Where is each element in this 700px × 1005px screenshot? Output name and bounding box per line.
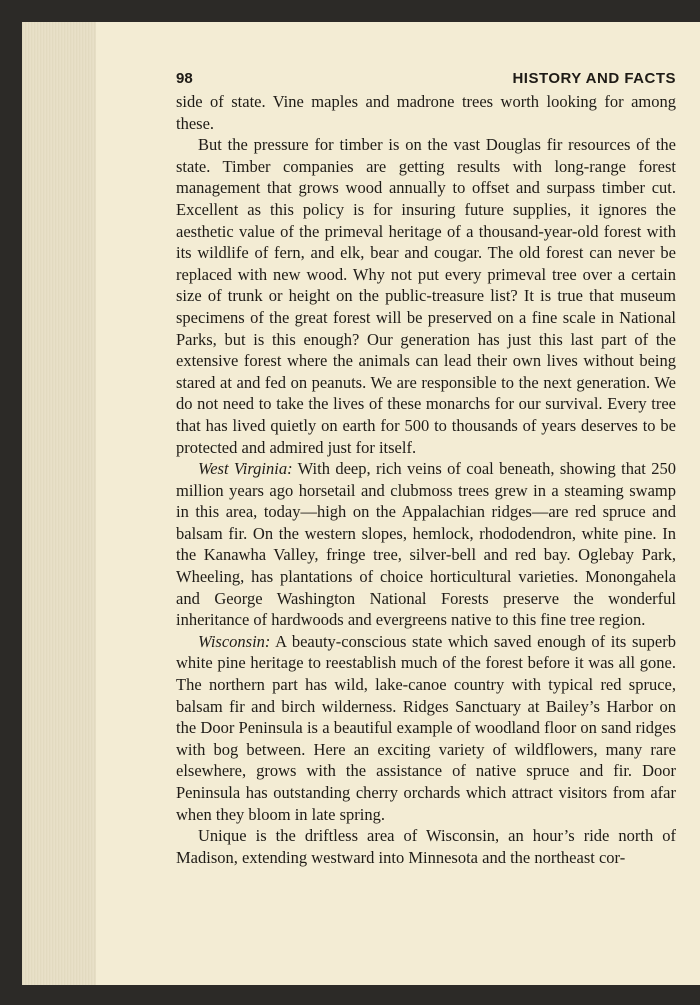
paragraph <box>176 825 676 868</box>
paragraph <box>176 91 676 134</box>
paragraph-lead: Wisconsin: <box>198 631 271 651</box>
paragraph-text: A beauty-conscious state which saved enough of its superb white pine heritage to reestablish much of the forest before it was all gone. The northern part has wild, lake-canoe country with typical red spruce, balsam fir and birch wilderness. Ridges Sanctuary at Bailey’s Harbor on the Door Peninsula is a beautiful example of woodland floor on sand ridges with bog between. Here an exciting variety of wildflowers, many rare elsewhere, grows with the assistance of native spruce and fir. Door Peninsula has outstanding cherry orchards which attract visitors from afar when they bloom in late spring. <box>176 631 676 824</box>
paragraph-text: But the pressure for timber is on the vast Douglas fir resources of the state. Timber companies are getting results with long-range forest management that grows wood annually to offset and surpass timber cut. Excellent as this policy is for insuring future supplies, it ignores the aesthetic value of the primeval heritage of a thousand-year-old forest with its wildlife of fern, and elk, bear and cougar. The old forest can never be replaced with new wood. Why not put every primeval tree over a certain size of trunk or height on the public-treasure list? It is true that museum specimens of the great forest will be preserved on a fine scale in National Parks, but is this enough? Our generation has just this last part of the extensive forest where the animals can lead their own lives without being stared at and fed on peanuts. We are responsible to the next generation. We do not need to take the lives of these monarchs for our survival. Every tree that has lived quietly on earth for 500 to thousands of years deserves to be protected and admired just for itself. <box>176 135 676 457</box>
running-header <box>176 70 676 87</box>
paragraph-text: side of state. Vine maples and madrone trees worth looking for among these. <box>176 92 676 133</box>
page-edge-stack <box>22 22 97 985</box>
paragraph-lead: West Virginia: <box>198 459 293 479</box>
paragraph-text: Unique is the driftless area of Wisconsin, an hour’s ride north of Madison, extending westward into Minnesota and the northeast cor- <box>176 826 676 867</box>
paragraph-wisconsin <box>176 631 676 825</box>
paragraph <box>176 134 676 458</box>
paragraph-text: With deep, rich veins of coal beneath, showing that 250 million years ago horsetail and clubmoss trees grew in a steaming swamp in this area, today—high on the Appalachian ridges—are red spruce and balsam fir. On the western slopes, hemlock, rhododendron, white pine. In the Kanawha Valley, fringe tree, silver-bell and red bay. Oglebay Park, Wheeling, has plantations of choice horticultural varieties. Monongahela and George Washington National Forests preserve the wonderful inheritance of hardwoods and evergreens native to this fine tree region. <box>176 459 676 630</box>
book-page <box>96 22 700 985</box>
running-title: HISTORY AND FACTS <box>512 70 676 87</box>
paragraph-west-virginia <box>176 458 676 631</box>
text-column <box>176 70 676 868</box>
page-number: 98 <box>176 70 193 87</box>
